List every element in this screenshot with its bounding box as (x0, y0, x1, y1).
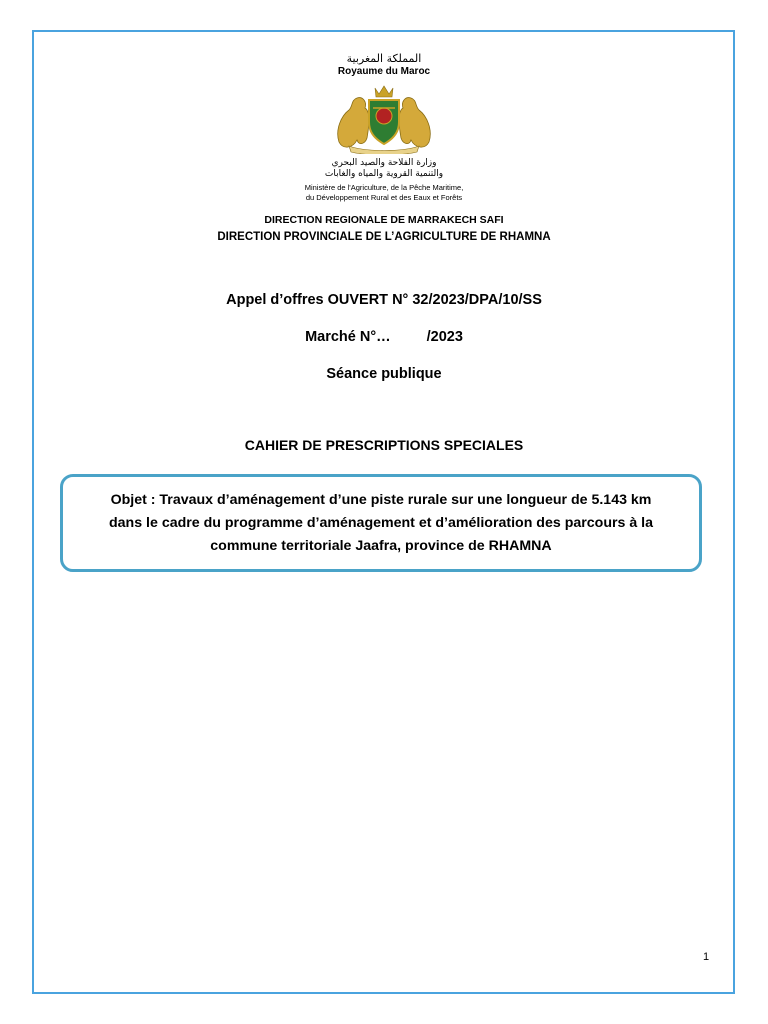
provincial-direction: DIRECTION PROVINCIALE DE L’AGRICULTURE DE RHAMNA (217, 231, 551, 243)
coat-of-arms-icon (329, 82, 439, 154)
directions (0, 212, 768, 246)
ministry-arabic-line-1: وزارة الفلاحة والصيد البحري (331, 158, 437, 168)
ministry-french-line-2: du Développement Rural et des Eaux et Forêts (305, 193, 463, 202)
page-number: 1 (703, 951, 710, 963)
objet-line-1: Objet : Travaux d’aménagement d’une piste rurale sur une longueur de 5.143 km (110, 491, 652, 508)
kingdom-name-french: Royaume du Maroc (337, 66, 431, 77)
marche-number (0, 327, 768, 364)
ministry-french-line-1: Ministère de l'Agriculture, de la Pêche Maritime, (304, 183, 464, 192)
marche-prefix: Marché N°… (305, 329, 391, 345)
ministry-arabic-line-2: والتنمية القروية والمياه والغابات (324, 169, 444, 179)
letterhead (0, 52, 768, 203)
regional-direction: DIRECTION REGIONALE DE MARRAKECH SAFI (264, 214, 504, 226)
objet-box (60, 474, 702, 572)
objet-line-2: dans le cadre du programme d’aménagement et d’amélioration des parcours à la (108, 514, 654, 531)
tender-info (0, 290, 768, 401)
document-title: CAHIER DE PRESCRIPTIONS SPECIALES (244, 437, 524, 453)
kingdom-name-arabic: المملكة المغربية (346, 52, 422, 65)
session-type: Séance publique (326, 366, 442, 382)
ministry-name-french (0, 183, 768, 203)
tender-reference: Appel d’offres OUVERT N° 32/2023/DPA/10/SS (226, 292, 542, 308)
objet-text (109, 489, 653, 558)
objet-line-3: commune territoriale Jaafra, province de RHAMNA (210, 537, 552, 554)
marche-year: /2023 (426, 329, 463, 345)
ministry-name-arabic (0, 158, 768, 180)
